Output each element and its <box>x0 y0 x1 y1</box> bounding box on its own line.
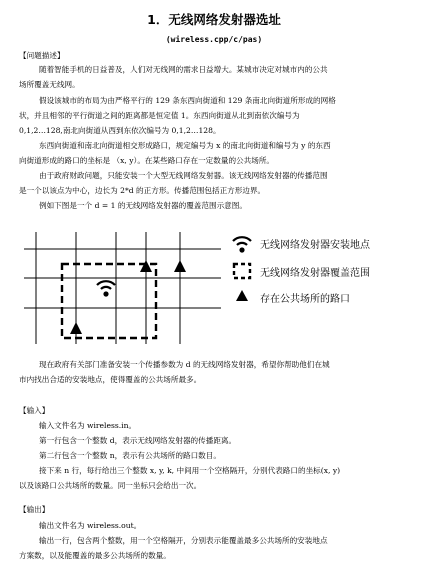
problem-line: 状，并且相邻的平行街道之间的距离都是恒定值 1。东西向街道从北到南依次编号为 <box>19 111 300 120</box>
output-line: 输出文件名为 wireless.out。 <box>39 521 142 530</box>
section-heading-output: 【输出】 <box>19 505 50 514</box>
legend-triangle-icon <box>236 290 248 301</box>
wifi-icon <box>97 281 115 296</box>
after-figure-line: 市内找出合适的安装地点，使得覆盖的公共场所最多。 <box>19 375 202 384</box>
coverage-figure <box>24 232 414 344</box>
public-place-triangle-icon <box>70 322 82 334</box>
section-heading-input: 【输入】 <box>19 406 50 415</box>
section-heading-problem: 【问题描述】 <box>19 51 65 60</box>
after-figure-line: 现在政府有关部门准备安装一个传播参数为 d 的无线网络发射器，希望你帮助他们在城 <box>39 360 330 369</box>
input-line: 第二行包含一个整数 n，表示有公共场所的路口数目。 <box>39 451 221 460</box>
problem-line: 例如下图是一个 d = 1 的无线网络发射器的覆盖范围示意图。 <box>39 201 247 210</box>
problem-line: 假设该城市的布局为由严格平行的 129 条东西向街道和 129 条南北向街道所形成的网格 <box>39 96 336 105</box>
input-line: 第一行包含一个整数 d，表示无线网络发射器的传播距离。 <box>39 436 237 445</box>
problem-title: 1．无线网络发射器选址 <box>147 12 281 27</box>
problem-line: 东西向街道和南北向街道相交形成路口，规定编号为 x 的南北向街道和编号为 y 的东西 <box>39 141 331 150</box>
problem-line: 由于政府财政问题，只能安装一个大型无线网络发射器。该无线网络发射器的传播范围 <box>39 171 328 180</box>
problem-line: 是一个以该点为中心，边长为 2*d 的正方形。传播范围包括正方形边界。 <box>19 186 266 195</box>
input-line: 输入文件名为 wireless.in。 <box>39 421 137 430</box>
problem-line: 向街道形成的路口的坐标是 （x, y）。在某些路口存在一定数量的公共场所。 <box>19 156 275 165</box>
output-line: 方案数，以及能覆盖的最多公共场所的数量。 <box>19 551 171 560</box>
output-line: 输出一行，包含两个整数，用一个空格隔开，分别表示能覆盖最多公共场所的安装地点 <box>39 536 328 545</box>
legend-wifi-label: 无线网络发射器安装地点 <box>260 240 370 251</box>
file-names: (wireless.cpp/c/pas) <box>165 35 263 44</box>
input-line: 以及该路口公共场所的数量。同一坐标只会给出一次。 <box>19 481 202 490</box>
input-line: 接下来 n 行，每行给出三个整数 x, y, k, 中间用一个空格隔开，分别代表路口的坐标(x, y) <box>39 466 341 475</box>
problem-line: 场所覆盖无线网。 <box>19 80 80 89</box>
legend-range-label: 无线网络发射器覆盖范围 <box>260 268 370 279</box>
legend-triangle-label: 存在公共场所的路口 <box>260 294 350 305</box>
legend-wifi-icon <box>233 237 251 252</box>
public-place-triangle-icon <box>140 260 152 272</box>
problem-line: 随着智能手机的日益普及，人们对无线网的需求日益增大。某城市决定对城市内的公共 <box>39 65 328 74</box>
problem-line: 0,1,2…128,南北向街道从西到东依次编号为 0,1,2…128。 <box>19 126 221 135</box>
legend-range-icon <box>234 264 250 278</box>
public-place-triangle-icon <box>174 260 186 272</box>
